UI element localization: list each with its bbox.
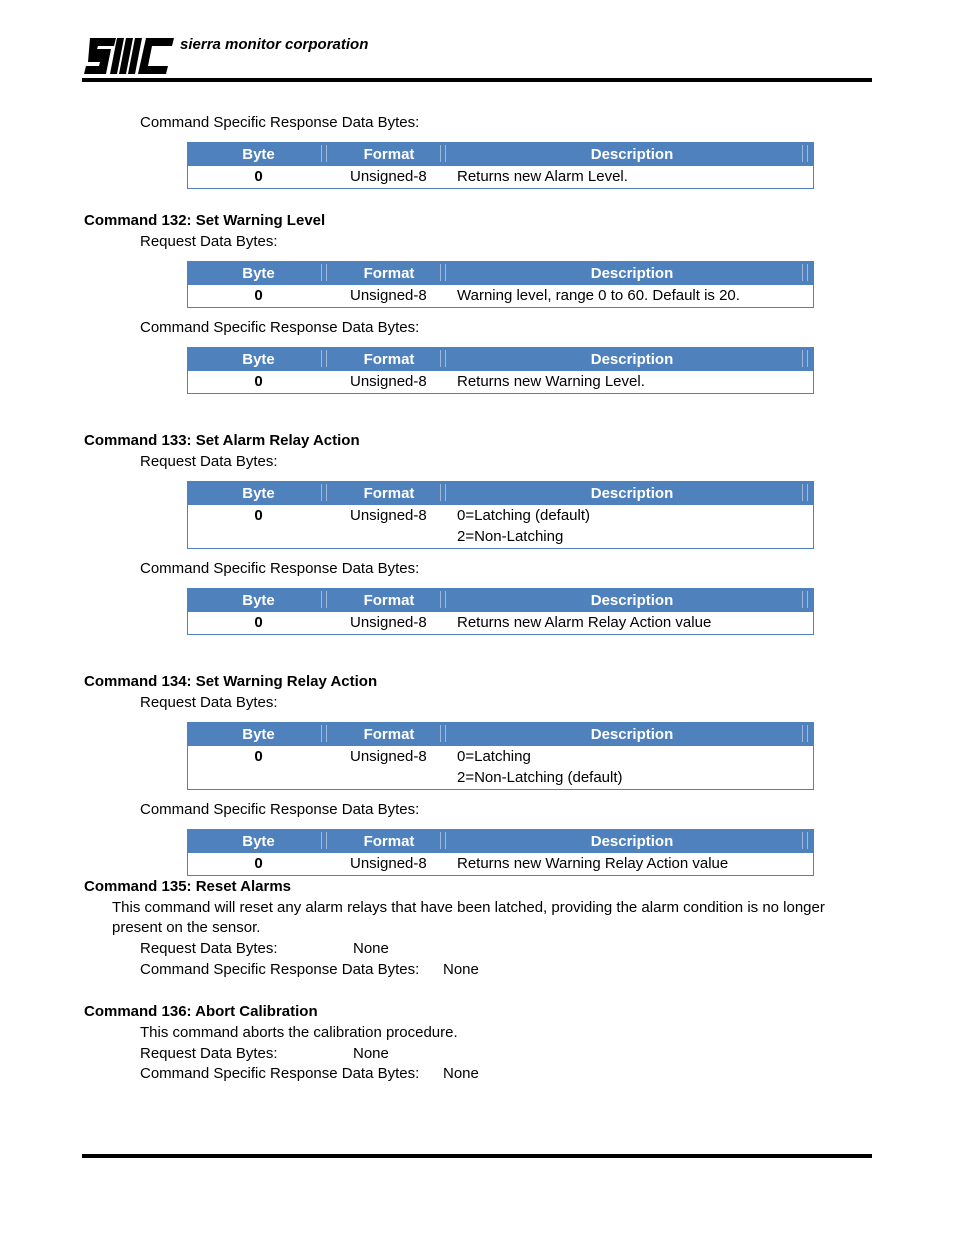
- byte-cell: 0: [254, 748, 263, 765]
- column-divider: [321, 725, 327, 742]
- description-cell: 2=Non-Latching (default): [457, 769, 623, 786]
- description-cell: Returns new Warning Relay Action value: [457, 855, 729, 872]
- column-divider: [321, 145, 327, 162]
- column-divider: [440, 484, 446, 501]
- description-cell: Returns new Alarm Level.: [457, 168, 628, 185]
- request-value: None: [353, 940, 389, 957]
- request-label: Request Data Bytes:: [140, 940, 278, 957]
- response-label: Command Specific Response Data Bytes:: [140, 114, 420, 131]
- command-136-description: This command aborts the calibration procedure.: [140, 1024, 458, 1041]
- data-table: [187, 481, 814, 549]
- column-divider: [440, 264, 446, 281]
- column-divider: [440, 350, 446, 367]
- byte-cell: 0: [254, 507, 263, 524]
- column-header-format: Format: [363, 726, 415, 743]
- response-label: Command Specific Response Data Bytes:: [140, 801, 420, 818]
- column-divider: [440, 591, 446, 608]
- byte-cell: 0: [254, 373, 263, 390]
- request-label: Request Data Bytes:: [140, 233, 278, 250]
- table-row: [188, 166, 813, 187]
- column-header-byte: Byte: [242, 351, 275, 368]
- table-row: [188, 853, 813, 874]
- column-divider: [802, 725, 808, 742]
- column-divider: [321, 264, 327, 281]
- footer-rule: [82, 1154, 872, 1158]
- data-table: [187, 829, 814, 876]
- table-header: [188, 143, 813, 166]
- data-table: [187, 347, 814, 394]
- column-divider: [440, 145, 446, 162]
- format-cell: Unsigned-8: [350, 614, 427, 631]
- description-cell: 2=Non-Latching: [457, 528, 564, 545]
- description-cell: Warning level, range 0 to 60. Default is 20.: [457, 287, 740, 304]
- column-header-description: Description: [590, 726, 674, 743]
- request-label: Request Data Bytes:: [140, 694, 278, 711]
- response-label: Command Specific Response Data Bytes:: [140, 560, 420, 577]
- column-divider: [802, 350, 808, 367]
- command-133-heading: Command 133: Set Alarm Relay Action: [84, 432, 360, 449]
- response-label: Command Specific Response Data Bytes:: [140, 319, 420, 336]
- byte-cell: 0: [254, 287, 263, 304]
- column-header-description: Description: [590, 592, 674, 609]
- description-cell: Returns new Warning Level.: [457, 373, 645, 390]
- column-header-format: Format: [363, 265, 415, 282]
- table-header: [188, 348, 813, 371]
- column-header-description: Description: [590, 351, 674, 368]
- table-row: [188, 371, 813, 392]
- data-table: [187, 142, 814, 189]
- column-divider: [321, 350, 327, 367]
- data-table: [187, 261, 814, 308]
- column-divider: [321, 832, 327, 849]
- command-135-description-cont: present on the sensor.: [112, 919, 261, 936]
- format-cell: Unsigned-8: [350, 748, 427, 765]
- command-134-heading: Command 134: Set Warning Relay Action: [84, 673, 378, 690]
- header-rule: [82, 78, 872, 82]
- description-cell: 0=Latching: [457, 748, 531, 765]
- column-header-byte: Byte: [242, 146, 275, 163]
- column-divider: [802, 484, 808, 501]
- byte-cell: 0: [254, 168, 263, 185]
- command-136-heading: Command 136: Abort Calibration: [84, 1003, 318, 1020]
- response-value: None: [443, 1065, 479, 1082]
- smc-logo: [84, 38, 176, 74]
- command-135-heading: Command 135: Reset Alarms: [84, 878, 292, 895]
- column-divider: [802, 832, 808, 849]
- column-header-byte: Byte: [242, 833, 275, 850]
- format-cell: Unsigned-8: [350, 287, 427, 304]
- column-header-description: Description: [590, 146, 674, 163]
- column-header-format: Format: [363, 146, 415, 163]
- request-value: None: [353, 1045, 389, 1062]
- column-divider: [440, 832, 446, 849]
- column-divider: [802, 264, 808, 281]
- data-table: [187, 722, 814, 790]
- response-value: None: [443, 961, 479, 978]
- column-header-byte: Byte: [242, 265, 275, 282]
- column-header-description: Description: [590, 833, 674, 850]
- command-132-heading: Command 132: Set Warning Level: [84, 212, 326, 229]
- column-divider: [321, 591, 327, 608]
- response-label: Command Specific Response Data Bytes:: [140, 1065, 420, 1082]
- column-header-format: Format: [363, 485, 415, 502]
- response-label: Command Specific Response Data Bytes:: [140, 961, 420, 978]
- format-cell: Unsigned-8: [350, 855, 427, 872]
- byte-cell: 0: [254, 614, 263, 631]
- table-row: [188, 505, 813, 526]
- column-divider: [802, 591, 808, 608]
- description-cell: Returns new Alarm Relay Action value: [457, 614, 712, 631]
- data-table: [187, 588, 814, 635]
- table-row: [188, 746, 813, 767]
- table-header: [188, 482, 813, 505]
- column-header-byte: Byte: [242, 485, 275, 502]
- column-header-description: Description: [590, 485, 674, 502]
- request-label: Request Data Bytes:: [140, 453, 278, 470]
- table-header: [188, 589, 813, 612]
- format-cell: Unsigned-8: [350, 507, 427, 524]
- column-divider: [440, 725, 446, 742]
- table-row: [188, 612, 813, 633]
- column-header-format: Format: [363, 592, 415, 609]
- command-135-description: This command will reset any alarm relays that have been latched, providing the alarm condition is no longer: [112, 899, 825, 916]
- table-header: [188, 262, 813, 285]
- byte-cell: 0: [254, 855, 263, 872]
- column-header-byte: Byte: [242, 726, 275, 743]
- table-row-continuation: [188, 767, 813, 788]
- table-row: [188, 285, 813, 306]
- table-header: [188, 830, 813, 853]
- format-cell: Unsigned-8: [350, 373, 427, 390]
- description-cell: 0=Latching (default): [457, 507, 591, 524]
- table-header: [188, 723, 813, 746]
- column-header-format: Format: [363, 833, 415, 850]
- column-divider: [321, 484, 327, 501]
- column-divider: [802, 145, 808, 162]
- request-label: Request Data Bytes:: [140, 1045, 278, 1062]
- column-header-format: Format: [363, 351, 415, 368]
- company-name: sierra monitor corporation: [180, 36, 369, 53]
- table-row-continuation: [188, 526, 813, 547]
- column-header-description: Description: [590, 265, 674, 282]
- column-header-byte: Byte: [242, 592, 275, 609]
- format-cell: Unsigned-8: [350, 168, 427, 185]
